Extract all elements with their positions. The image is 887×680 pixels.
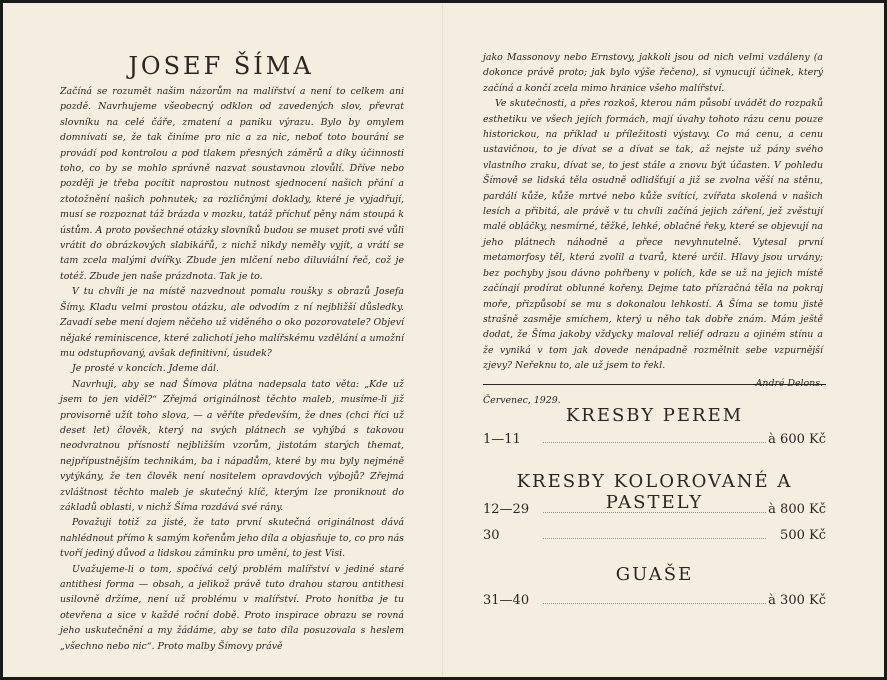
leader-dots — [543, 442, 766, 443]
essay-paragraph: Navrhuji, aby se nad Šímova plátna nadepsala tato věta: „Kde už jsem to jen viděl?“ Zřejmá originálnost těchto maleb, musíme-li již provisorně užít toho slova, — a věříte především, že dnes (chci říci už deset let) člověk, který na svých plátnech se vyhýbá s takovou neodvratnou přísností nejbližším vzorům, jistotám starých themat, nejpřípustnějším technikám, ba i nápadům, které by mu byly nejméně vytýkány, že ten člověk není nositelem opravdových výbojů? Zřejmá zvláštnost těchto maleb je skutečný klíč, kterým lze proniknout do základů oblasti, v nichž Šíma rozdává své rány. — [60, 378, 404, 513]
leader-dots — [543, 512, 766, 513]
item-range: 1—11 — [483, 432, 521, 447]
essay-date: Červenec, 1929. — [483, 394, 561, 406]
item-price: à 800 Kč — [768, 502, 826, 517]
leader-dots — [543, 603, 766, 604]
essay-left-column — [60, 84, 404, 654]
essay-paragraph: Uvažujeme-li o tom, spočívá celý problém malířství v jediné staré antithesi forma — obsah, a jelikož právě tuto drahou starou antithesi usilovně držíme, není už problému v malířství. Proto honitba je tu otevřena a sice v každé roční době. Proto inspirace obrazu se rovná jeho uskutečnění a my žádáme, aby se tato díla posuzovala s heslem „všechno nebo nic“. Proto malby Šímovy právě — [60, 563, 404, 652]
essay-right-column — [483, 50, 823, 408]
item-range: 31—40 — [483, 593, 530, 608]
item-price: à 300 Kč — [768, 593, 826, 608]
item-range: 30 — [483, 528, 500, 543]
center-fold — [442, 3, 444, 677]
essay-paragraph: Je prosté v koncích. Jdeme dál. — [72, 363, 219, 375]
page-title: JOSEF ŠÍMA — [128, 52, 314, 80]
leader-dots — [543, 538, 766, 539]
essay-paragraph: Považuji totiž za jisté, že tato první skutečná originálnost dává nahlédnout přímo k samým kořenům jeho díla a objasňuje to, co pro nás tvoří jediný důvod a lidskou záminku pro umění, to jest Visi. — [60, 517, 404, 560]
essay-paragraph: jako Massonovy nebo Ernstovy, jakkoli jsou od nich velmi vzdáleny (a dokonce právě proto; jak bylo výše řečeno), si vynucují účinek, který začíná a končí zcela mimo hranice všeho malířství. — [483, 52, 823, 94]
essay-paragraph: Ve skutečnosti, a přes rozkoš, kterou nám působí uvádět do rozpaků esthetiku ve všech jejích formách, mají úvahy tohoto rázu cenu pouze historickou, na příklad u příležitosti výstavy. Co má cenu, a cenu ustavičnou, to je dívat se a dívat se tak, až nejste už pány svého vlastního zraku, dívat se, to jest stále a znovu být účasten. V pohledu Šímově se lidská těla osudně odlidšťují a již se zvolna věší na stěnu, pardálí kůže, kůže mrtvé nebo kůže svítící, zvířata skolená v našich lesích a přibitá, ale právě v tu chvíli začíná jejich záření, jež zvěstují malé obláčky, nesmírné, těžké, lehké, oblačné řeky, které se objevují na jeho plátnech náhodně a přece nevyhnutelně. Vytesal první metamorfosy těl, která zvolil a tvarů, které určil. Hlavy jsou urvány; bez pochyby jsou dávno pohřbeny v polích, kde se už na jejich místě začínají prodírat oblunné kořeny. Dejme tato přízračná těla na pokraj moře, přizpůsobí se mu s dokonalou lehkostí. A Šíma se tomu jistě strašně zasměje smíchem, který u něho tak dobře znám. Mám ještě dodat, že Šíma jakoby vždycky maloval reliéf odrazu a ojiném stínu a že vyniká v tom jak dovede nenápadně rozmělnit sebe vzpurnější zjevy? Neřeknu to, ale už jsem to řekl. — [483, 98, 823, 372]
catalogue-heading-gouache: GUAŠE — [615, 564, 694, 585]
catalogue-heading-colored-drawings: KRESBY KOLOROVANÉ A PASTELY — [516, 471, 793, 513]
essay-paragraph: Začíná se rozumět našim názorům na malířství a není to celkem ani pozdě. Navrhujeme všeobecný odklon od zavedených slov, převrat slovníku na celé čáře, zmatení a paniku výrazu. Bylo by omylem domnívati se, že tak činíme pro nic a za nic, neboť toto bourání se provádí pod kontrolou a pod tlakem přesných záměrů a díky účinnosti toho, co by se mohlo správně nazvat soustavnou zlovůlí. Dříve nebo později je třeba pocítit naprostou nutnost sjednocení našich přání a ztotožnění našich pohnutek; za rozličnými doklady, které je vyjadřují, musí se rozpoznat táž brázda v mozku, tatáž příchuť pěny nám stoupá k ústům. A proto povšechné otázky slovníků budou se muset proti své vůli vrátit do obrázkových slabikářů, z nichž nikdy neměly vyjít, a vrátí se tam zcela malými dvířky. Zbude jen mlčení nebo diluviální řeč, což je totéž. Zbude jen naše prázdnota. Tak je to. — [60, 86, 404, 282]
item-price: à 600 Kč — [768, 432, 826, 447]
section-divider — [483, 384, 826, 385]
item-price: 500 Kč — [780, 528, 826, 543]
essay-paragraph: V tu chvíli je na místě nazvednout pomalu roušky s obrazů Josefa Šímy. Kladu velmi prostou otázku, ale odvodím z ní nejbližší důsledky. Zavadí sebe mení dojem něčeho už viděného o oko pozorovatele? Objeví nějaké reminiscence, které zalichotí jeho malířskému vzdělání a umožní mu odstupňovaný, avšak definitivní, úsudek? — [60, 286, 404, 359]
catalogue-heading-pen-drawings: KRESBY PEREM — [565, 405, 744, 426]
author-signature: André Delons. — [755, 377, 823, 389]
item-range: 12—29 — [483, 502, 530, 517]
